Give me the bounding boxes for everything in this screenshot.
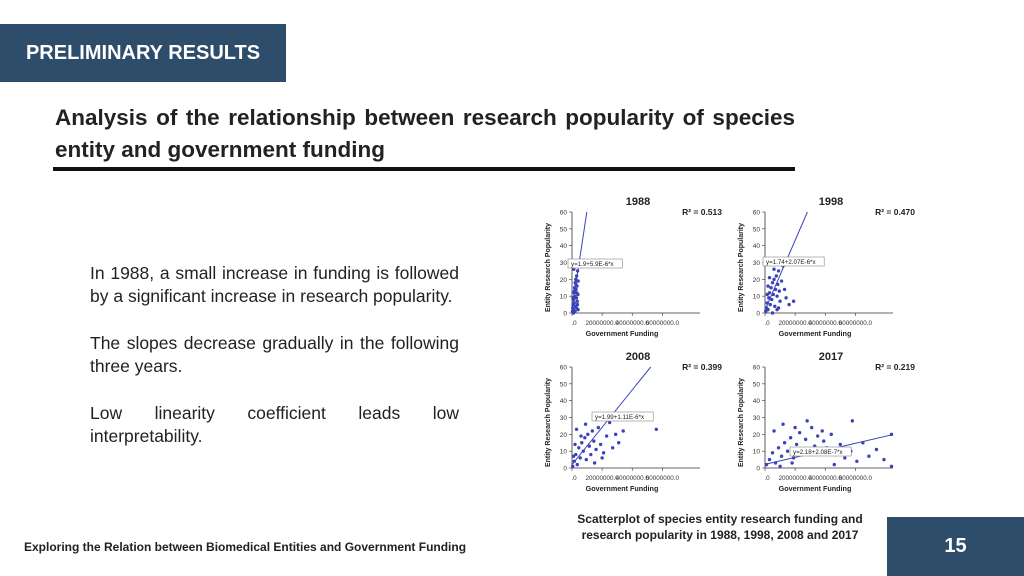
chart-1998-r2: R² = 0.470: [875, 207, 915, 217]
chart-1998-point: [775, 294, 778, 297]
chart-2017-y-tick-label: 20: [752, 431, 760, 439]
chart-1998-x-tick-label: 20000000.0: [778, 320, 812, 327]
chart-2008-point: [580, 441, 583, 444]
chart-2008-point: [600, 456, 603, 459]
chart-1998-point: [772, 278, 775, 281]
chart-1998-point: [778, 300, 781, 303]
chart-1998-y-tick-label: 10: [752, 293, 760, 301]
chart-1998-point: [784, 296, 787, 299]
chart-1988-y-tick-label: 50: [559, 226, 567, 234]
chart-2017-point: [839, 443, 842, 446]
chart-2017-point: [798, 431, 801, 434]
chart-2017-point: [851, 419, 854, 422]
chart-1998-point: [769, 286, 772, 289]
chart-2017-x-tick-label: 20000000.0: [778, 475, 812, 482]
chart-1988-point: [576, 308, 579, 311]
chart-1998-y-tick-label: 20: [752, 276, 760, 284]
chart-2017-point: [795, 443, 798, 446]
chart-1998-y-tick-label: 50: [752, 226, 760, 234]
chart-2017-point: [830, 433, 833, 436]
chart-1998-point: [792, 300, 795, 303]
chart-1998-point: [775, 274, 778, 277]
chart-1988-y-tick-label: 30: [559, 260, 567, 267]
chart-2008-point: [575, 428, 578, 431]
chart-2017-point: [780, 455, 783, 458]
chart-2008-point: [622, 429, 625, 432]
chart-1988-equation: y=1.9+5.9E-6*x: [571, 260, 614, 268]
chart-1998-point: [766, 284, 769, 287]
chart-2008-point: [589, 453, 592, 456]
chart-1998-point: [775, 308, 778, 311]
chart-2017-xlabel: Government Funding: [778, 484, 852, 493]
chart-1998-x-tick-label: .0: [764, 320, 770, 327]
paragraph-2: The slopes decrease gradually in the following three years.: [90, 333, 459, 376]
chart-2017-point: [882, 458, 885, 461]
chart-2008-equation: y=1.99+1.11E-6*x: [595, 413, 645, 421]
chart-1988-xlabel: Government Funding: [585, 329, 659, 338]
chart-2008-point: [579, 434, 582, 437]
chart-2017-point: [821, 429, 824, 432]
chart-2008-point: [586, 433, 589, 436]
chart-1988-point: [576, 300, 579, 303]
chart-2008-point: [576, 463, 579, 466]
chart-2008-point: [571, 465, 574, 468]
chart-1998-point: [773, 305, 776, 308]
chart-2008-y-tick-label: 0: [563, 465, 567, 473]
chart-2008-x-tick-label: 60000000.0: [645, 475, 679, 482]
chart-2017-x-tick-label: 40000000.0: [808, 475, 842, 482]
paragraph-1: In 1988, a small increase in funding is followed by a significant increase in research popularity.: [90, 263, 459, 306]
chart-1988-x-tick-label: 20000000.0: [585, 320, 619, 327]
chart-2008-x-tick-label: 20000000.0: [585, 475, 619, 482]
chart-1998-point: [778, 289, 781, 292]
chart-1988-point: [576, 303, 579, 306]
section-tag: PRELIMINARY RESULTS: [0, 24, 286, 82]
chart-2008-point: [579, 456, 582, 459]
chart-2008-ylabel: Entity Research Popularity: [545, 377, 552, 468]
chart-1988-x-tick-label: 60000000.0: [645, 320, 679, 327]
chart-2008-point: [577, 446, 580, 449]
chart-2017-point: [890, 465, 893, 468]
chart-1998-point: [777, 269, 780, 272]
chart-1988-y-tick-label: 20: [559, 276, 567, 284]
chart-1998-point: [771, 281, 774, 284]
chart-1998-y-tick-label: 40: [752, 243, 760, 251]
chart-2017-point: [805, 419, 808, 422]
chart-2008-point: [605, 434, 608, 437]
chart-2008-y-tick-label: 10: [559, 448, 567, 456]
chart-2008-y-tick-label: 60: [559, 364, 567, 372]
chart-1998-x-tick-label: 40000000.0: [808, 320, 842, 327]
chart-1998-point: [768, 276, 771, 279]
chart-2017-y-tick-label: 60: [752, 364, 760, 372]
chart-1998-point: [766, 293, 769, 296]
chart-2008-point: [585, 458, 588, 461]
chart-2008-point: [583, 436, 586, 439]
chart-2017-point: [768, 458, 771, 461]
footer-title: Exploring the Relation between Biomedical Entities and Government Funding: [24, 540, 467, 554]
chart-2017-r2: R² = 0.219: [875, 362, 915, 372]
chart-2008-point: [572, 455, 575, 458]
chart-2017-point: [810, 426, 813, 429]
chart-2017-point: [771, 451, 774, 454]
paragraph-3-line-1: Low linearity coefficient leads low: [90, 403, 459, 423]
chart-2008-point: [594, 448, 597, 451]
chart-2008-y-tick-label: 40: [559, 398, 567, 406]
chart-2008-y-tick-label: 20: [559, 431, 567, 439]
chart-2017-y-tick-label: 40: [752, 398, 760, 406]
chart-1998-ylabel: Entity Research Popularity: [738, 222, 745, 313]
chart-1988-ylabel: Entity Research Popularity: [545, 222, 552, 313]
chart-2008-point: [602, 451, 605, 454]
chart-1998-point: [772, 268, 775, 271]
chart-2017-point: [843, 456, 846, 459]
chart-2017-point: [855, 460, 858, 463]
chart-2008-point: [597, 426, 600, 429]
chart-1998-point: [783, 288, 786, 291]
slide-title: Analysis of the relationship between research popularity of species entity and government funding: [55, 105, 795, 162]
chart-1998-point: [769, 303, 772, 306]
chart-2008-point: [611, 446, 614, 449]
chart-2008-point: [591, 429, 594, 432]
chart-2017-point: [804, 438, 807, 441]
chart-1998-equation: y=1.74+2.07E-6*x: [766, 258, 816, 266]
chart-2017-y-tick-label: 50: [752, 381, 760, 389]
chart-2008-r2: R² = 0.399: [682, 362, 722, 372]
chart-2017-point: [793, 426, 796, 429]
chart-2017-ylabel: Entity Research Popularity: [738, 377, 745, 468]
chart-1988-y-tick-label: 0: [563, 310, 567, 318]
chart-1988-x-tick-label: 40000000.0: [615, 320, 649, 327]
chart-1998-title: 1998: [818, 196, 844, 208]
chart-2017-x-tick-label: .0: [764, 475, 770, 482]
chart-2017-point: [875, 448, 878, 451]
chart-2017-point: [777, 446, 780, 449]
chart-2008-point: [617, 441, 620, 444]
chart-2017-x-tick-label: 60000000.0: [838, 475, 872, 482]
chart-2008-x-tick-label: .0: [571, 475, 577, 482]
chart-1988-point: [575, 291, 578, 294]
chart-1988-y-tick-label: 40: [559, 243, 567, 251]
chart-1988-r2: R² = 0.513: [682, 207, 722, 217]
chart-2017-point: [822, 439, 825, 442]
chart-2008-point: [584, 423, 587, 426]
chart-1998-y-tick-label: 0: [756, 310, 760, 318]
chart-2017-point: [833, 463, 836, 466]
chart-2008-point: [599, 443, 602, 446]
chart-2017-title: 2017: [818, 351, 844, 363]
chart-2017-point: [816, 434, 819, 437]
chart-2008-point: [573, 443, 576, 446]
chart-1998-y-tick-label: 60: [752, 209, 760, 217]
chart-2017-point: [867, 455, 870, 458]
chart-1988-y-tick-label: 60: [559, 209, 567, 217]
chart-2008-title: 2008: [625, 351, 651, 363]
chart-2008-y-tick-label: 50: [559, 381, 567, 389]
chart-2017-point: [790, 461, 793, 464]
page-number: 15: [887, 517, 1024, 576]
chart-2017-point: [786, 449, 789, 452]
chart-1998-point: [787, 303, 790, 306]
chart-2008-y-tick-label: 30: [559, 415, 567, 422]
chart-2017-y-tick-label: 10: [752, 448, 760, 456]
chart-1988-y-tick-label: 10: [559, 293, 567, 301]
chart-2017-y-tick-label: 30: [752, 415, 760, 422]
chart-2017-equation: y=2.18+2.08E-7*x: [793, 448, 843, 456]
chart-1988-point: [573, 310, 576, 313]
chart-2017-point: [781, 423, 784, 426]
chart-1998-point: [780, 279, 783, 282]
chart-2008-point: [614, 433, 617, 436]
chart-2017-point: [772, 429, 775, 432]
chart-2008-point: [592, 439, 595, 442]
chart-2017-y-tick-label: 0: [756, 465, 760, 473]
chart-1998-xlabel: Government Funding: [778, 329, 852, 338]
chart-2017-point: [789, 436, 792, 439]
chart-2008-xlabel: Government Funding: [585, 484, 659, 493]
chart-1988-title: 1988: [625, 196, 651, 208]
chart-1998-point: [771, 311, 774, 314]
chart-2017-point: [778, 465, 781, 468]
paragraph-3-line-2: interpretability.: [90, 426, 203, 446]
chart-1988-x-tick-label: .0: [571, 320, 577, 327]
chart-1998-x-tick-label: 60000000.0: [838, 320, 872, 327]
chart-2008-point: [655, 428, 658, 431]
chart-2008-x-tick-label: 40000000.0: [615, 475, 649, 482]
figure-caption: Scatterplot of species entity research funding and research popularity in 1988, 1998, 2008 and 2017: [577, 512, 863, 542]
chart-1998-y-tick-label: 30: [752, 260, 760, 267]
chart-1998-point: [766, 308, 769, 311]
chart-2017-point: [783, 441, 786, 444]
chart-2008-point: [608, 421, 611, 424]
chart-1988-point: [575, 296, 578, 299]
chart-2008-point: [593, 461, 596, 464]
